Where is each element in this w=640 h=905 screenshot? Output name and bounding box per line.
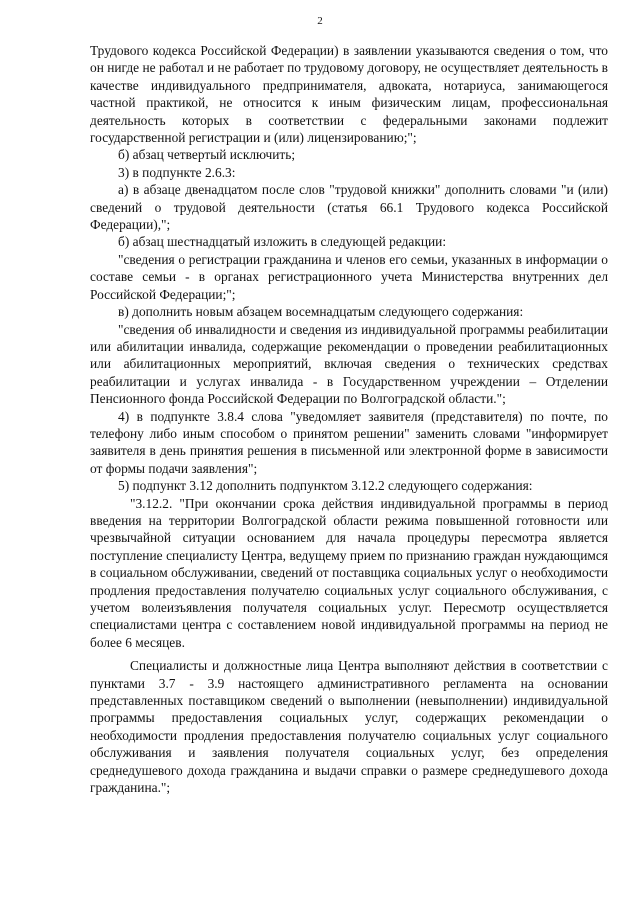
paragraph-item-b-exclude: б) абзац четвертый исключить;	[118, 147, 296, 163]
page-number: 2	[317, 15, 323, 27]
paragraph-labor-code-continuation: Трудового кодекса Российской Федерации) в заявлении указываются сведения о том, что он нигде не работал и не работает по трудовому договору, не осуществляет деятельность в качестве индивидуального предпринимателя, адвоката, нотариуса, занимающегося частной практикой, не относится к иным физическим лицам, профессиональная деятельность которых в соответствии с федеральными законами подлежит государственной регистрации и (или) лицензированию;";	[90, 43, 608, 146]
paragraph-item-5-subpoint: 5) подпункт 3.12 дополнить подпунктом 3.12.2 следующего содержания:	[118, 478, 533, 494]
paragraph-quote-disability: "сведения об инвалидности и сведения из индивидуальной программы реабилитации или абилитации инвалида, содержащие рекомендации о проведении реабилитационных или абилитационных мероприятий, включая сведения о технических средствах реабилитации и услугах инвалида - в Государственном учреждении – Отделении Пенсионного фонда Российской Федерации по Волгоградской области.";	[90, 321, 608, 407]
paragraph-item-4-subpoint: 4) в подпункте 3.8.4 слова "уведомляет заявителя (представителя) по почте, по телефону либо иным способом о принятом решении" заменить словами "информирует заявителя в день принятия решения в письменной или электронной форме в зависимости от формы подачи заявления";	[90, 408, 608, 476]
paragraph-item-b-new-edition: б) абзац шестнадцатый изложить в следующей редакции:	[118, 234, 447, 250]
paragraph-specialists: Специалисты и должностные лица Центра выполняют действия в соответствии с пунктами 3.7 - 3.9 настоящего административного регламента на основании представленных поставщиком сведений о выполнении (невыполнении) индивидуальной программы предоставления социальных услуг, содержащих рекомендации о необходимости продления предоставления получателю социальных услуг социального обслуживания и заявления получателя социальных услуг, без определения среднедушевого дохода гражданина и выдачи справки о размере среднедушевого дохода гражданина.";	[90, 658, 608, 796]
paragraph-item-a-addition: а) в абзаце двенадцатом после слов "трудовой книжки" дополнить словами "и (или) сведений о трудовой деятельности (статья 66.1 Трудового кодекса Российской Федерации),";	[90, 182, 608, 233]
paragraph-item-v-new-paragraph: в) дополнить новым абзацем восемнадцатым следующего содержания:	[118, 304, 524, 320]
document-body	[90, 42, 608, 796]
paragraph-quote-3-12-2: "3.12.2. "При окончании срока действия индивидуальной программы в период введения на территории Волгоградской области режима повышенной готовности или чрезвычайной ситуации основанием для начала процедуры пересмотра является поступление специалисту Центра, ведущему прием по признанию граждан нуждающимся в социальном обслуживании, сведений от поставщика социальных услуг о необходимости продления предоставления получателю социальных услуг социального обслуживания, с учетом волеизъявления получателя социальных услуг. Пересмотр осуществляется специалистами центра с составлением новой индивидуальной программы на период не более 6 месяцев.	[90, 495, 608, 650]
paragraph-quote-registration: "сведения о регистрации гражданина и членов его семьи, указанных в информации о составе семьи - в органах регистрационного учета Министерства внутренних дел Российской Федерации;";	[90, 251, 608, 302]
paragraph-item-3-subpoint: 3) в подпункте 2.6.3:	[118, 164, 236, 180]
